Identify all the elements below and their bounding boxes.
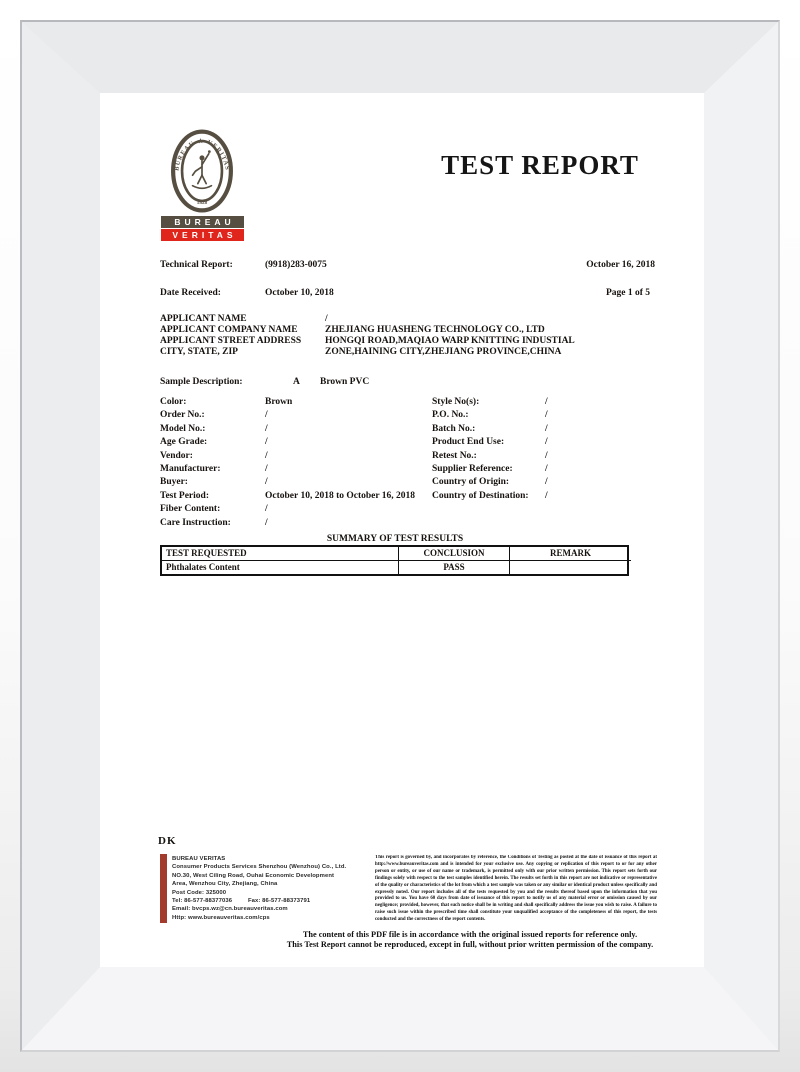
- technical-report-label: Technical Report:: [160, 260, 233, 270]
- detail-label: Product End Use:: [432, 437, 505, 448]
- report-page: [100, 93, 704, 967]
- detail-value: /: [545, 397, 548, 407]
- footer-red-bar: [160, 854, 167, 923]
- detail-value: /: [545, 477, 548, 488]
- detail-row: [160, 397, 430, 410]
- detail-row: [160, 464, 430, 477]
- detail-value: /: [265, 477, 268, 488]
- detail-value: /: [265, 517, 268, 528]
- detail-value: /: [545, 423, 548, 434]
- detail-row: [160, 504, 430, 517]
- detail-label: Manufacturer:: [160, 463, 221, 474]
- detail-row: [432, 424, 662, 437]
- detail-value: /: [265, 410, 268, 421]
- detail-label: Order No.:: [160, 410, 205, 421]
- applicant-city-value: ZONE,HAINING CITY,ZHEJIANG PROVINCE,CHINA: [325, 347, 562, 357]
- detail-row: [160, 518, 430, 531]
- detail-value: /: [545, 490, 548, 501]
- technical-report-value: (9918)283-0075: [265, 260, 327, 270]
- summary-table: [160, 545, 629, 576]
- summary-col-remark: REMARK: [510, 547, 631, 561]
- detail-row: [160, 451, 430, 464]
- logo-bureau-text: BUREAU: [174, 216, 235, 227]
- detail-row: [160, 424, 430, 437]
- lab-address-line: NO.30, West Ciling Road, Ouhai Economic Development: [172, 872, 335, 879]
- page-number: Page 1 of 5: [605, 288, 650, 298]
- sample-description-row: [160, 377, 660, 387]
- detail-label: Color:: [160, 397, 187, 407]
- summary-cell-remark: [510, 561, 631, 575]
- detail-label: Batch No.:: [432, 423, 476, 434]
- lab-address-line: Area, Wenzhou City, Zhejiang, China: [172, 881, 278, 888]
- applicant-name-label: APPLICANT NAME: [160, 314, 247, 324]
- lab-address-block: [172, 855, 372, 922]
- detail-label: Test Period:: [160, 490, 209, 501]
- detail-row: [160, 477, 430, 490]
- detail-value: /: [265, 504, 268, 515]
- detail-value: Brown: [265, 397, 293, 407]
- lab-website: Http: www.bureauveritas.com/cps: [172, 914, 270, 921]
- detail-row: [160, 437, 430, 450]
- detail-row: [432, 451, 662, 464]
- logo-bar-bureau: [161, 216, 244, 228]
- summary-col-conclusion: CONCLUSION: [399, 547, 510, 561]
- detail-value: /: [265, 437, 268, 448]
- detail-value: /: [265, 423, 268, 434]
- lab-tel: Tel: 86-577-88377036: [172, 898, 233, 905]
- detail-label: Supplier Reference:: [432, 463, 513, 474]
- logo-veritas-text: VERITAS: [172, 229, 237, 240]
- detail-label: Model No.:: [160, 423, 206, 434]
- detail-label: Fiber Content:: [160, 504, 221, 515]
- footer-note-line1: The content of this PDF file is in accordance with the original issued reports for reference only.: [302, 930, 638, 939]
- summary-cell-conclusion: PASS: [399, 561, 510, 575]
- detail-label: Vendor:: [160, 450, 193, 461]
- applicant-name-value: /: [325, 314, 328, 324]
- applicant-address-value: HONGQI ROAD,MAQIAO WARP KNITTING INDUSTIAL: [325, 336, 575, 346]
- detail-value: /: [265, 463, 268, 474]
- detail-label: Country of Destination:: [432, 490, 529, 501]
- detail-row: [432, 397, 662, 410]
- emblem-year: 1828: [196, 200, 208, 207]
- detail-label: Style No(s):: [432, 397, 480, 407]
- emblem-figure-icon: [193, 154, 212, 189]
- lab-address-line: Consumer Products Services Shenzhou (Wenzhou) Co., Ltd.: [172, 864, 347, 871]
- detail-value: /: [545, 437, 548, 448]
- sample-value: Brown PVC: [320, 377, 370, 387]
- applicant-company-value: ZHEJIANG HUASHENG TECHNOLOGY CO., LTD: [325, 325, 545, 335]
- applicant-city-label: CITY, STATE, ZIP: [160, 347, 238, 357]
- detail-label: P.O. No.:: [432, 410, 469, 421]
- summary-cell-test: Phthalates Content: [162, 561, 399, 575]
- bureau-veritas-emblem-icon: [170, 129, 234, 213]
- detail-label: Retest No.:: [432, 450, 477, 461]
- detail-label: Buyer:: [160, 477, 188, 488]
- footer-note-line2: This Test Report cannot be reproduced, except in full, without prior written permission of the company.: [286, 939, 654, 949]
- reviewer-initials: DK: [158, 835, 177, 847]
- detail-row: [432, 464, 662, 477]
- lab-tel-fax: [172, 897, 372, 905]
- detail-row: [432, 477, 662, 490]
- page-title: TEST REPORT: [441, 150, 639, 180]
- detail-value: October 10, 2018 to October 16, 2018: [265, 490, 416, 501]
- conditions-of-testing-disclaimer: This report is governed by, and incorporates by reference, the Conditions of Testing as posted at the date of issuance of this report at http://www.bureauveritas.com and is intended for your exclusive use. Any copying or replication of this report to or for any other person or entity, or use of our name or trademark, is permitted only with our prior written permission. This report sets forth our findings solely with respect to the test samples identified herein. The results set forth in this report are not indicative or representative of the quality or characteristics of the lot from which a test sample was taken or any similar or identical product unless specifically and expressly noted. Our report includes all of the tests requested by you and the results thereof based upon the information that you provided to us. You have 60 days from date of issuance of this report to notify us of any material error or omission caused by our negligence; provided, however, that such notice shall be in writing and shall specifically address the issue you wish to raise. A failure to raise such issue within the prescribed time shall constitute your unqualified acceptance of the completeness of this report, the tests conducted and the correctness of the report contents.: [375, 855, 657, 923]
- detail-label: Care Instruction:: [160, 517, 231, 528]
- date-received-label: Date Received:: [160, 288, 221, 298]
- footer-notes: [270, 930, 670, 950]
- issue-date: October 16, 2018: [586, 260, 655, 270]
- lab-postcode: Post Code: 325000: [172, 889, 227, 896]
- summary-col-test-requested: TEST REQUESTED: [162, 547, 399, 561]
- detail-value: /: [265, 450, 268, 461]
- lab-company-name: BUREAU VERITAS: [172, 856, 226, 862]
- detail-label: Age Grade:: [160, 437, 208, 448]
- detail-row: [160, 410, 430, 423]
- details-right-column: [432, 397, 662, 504]
- applicant-company-label: APPLICANT COMPANY NAME: [160, 325, 298, 335]
- detail-row: [432, 491, 662, 504]
- details-left-column: [160, 397, 430, 531]
- detail-value: /: [545, 463, 548, 474]
- detail-row: [432, 437, 662, 450]
- lab-email: Email: bvcps.wz@cn.bureauveritas.com: [172, 906, 288, 913]
- summary-title: SUMMARY OF TEST RESULTS: [326, 534, 464, 544]
- sample-index: A: [293, 377, 300, 387]
- emblem-arc-text: BUREAU ★ VERITAS: [173, 137, 231, 172]
- detail-row: [432, 410, 662, 423]
- detail-label: Country of Origin:: [432, 477, 510, 488]
- sample-description-label: Sample Description:: [160, 377, 243, 387]
- lab-fax: Fax: 86-577-88373791: [247, 898, 311, 905]
- applicant-address-label: APPLICANT STREET ADDRESS: [160, 336, 302, 346]
- date-received-value: October 10, 2018: [265, 288, 334, 298]
- detail-value: /: [545, 450, 548, 461]
- detail-value: /: [545, 410, 548, 421]
- emblem-torch-flame: [208, 150, 211, 153]
- logo-bar-veritas: [161, 229, 244, 241]
- detail-row: [160, 491, 430, 504]
